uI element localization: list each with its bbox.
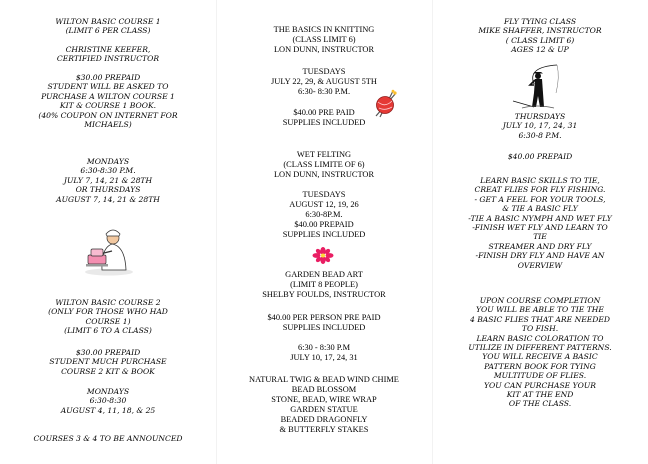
text-line: GARDEN BEAD ART [285, 270, 363, 279]
text-line: MONDAYS [86, 387, 130, 396]
text-line: $40.00 PRE PAID [293, 108, 355, 117]
text-line: JULY 7, 14, 21 & 28TH [63, 175, 153, 185]
text-line: CREAT FLIES FOR FLY FISHING. [474, 185, 606, 195]
text-line: TO FISH. [521, 324, 559, 334]
text-line: $40.00 PER PERSON PRE PAID [267, 313, 381, 322]
text-line: YOU WILL BE ABLE TO TIE THE [476, 305, 604, 315]
text-line: UPON COURSE COMPLETION [479, 296, 601, 305]
wilton-course-2-schedule [0, 387, 216, 415]
text-line: WILTON BASIC COURSE 1 [55, 17, 161, 26]
column-craft-classes [216, 0, 432, 464]
text-line: (40% COUPON ON INTERNET FOR [38, 110, 178, 120]
text-line: SUPPLIES INCLUDED [282, 118, 366, 128]
text-line: (LIMIT 8 PEOPLE) [290, 280, 358, 290]
text-line: 6:30 - 8:30 P.M [297, 343, 351, 352]
text-line: THURSDAYS [514, 112, 566, 121]
text-line: OVERVIEW [517, 260, 563, 270]
text-line: STONE, BEAD, WIRE WRAP [271, 395, 377, 405]
text-line: OF THE CLASS. [508, 399, 572, 409]
text-line: YOU WILL RECEIVE A BASIC [482, 352, 598, 362]
text-line: TUESDAYS [302, 190, 346, 199]
text-line: JULY 10, 17, 24, 31 [502, 121, 578, 131]
text-line: STUDENT WILL BE ASKED TO [47, 82, 169, 92]
wilton-course-1-schedule [0, 157, 216, 204]
text-line: 6:30-8 P.M. [518, 130, 562, 140]
wilton-course-2-fee [0, 348, 216, 376]
column-wilton-courses [0, 0, 216, 464]
text-line: LEARN BASIC SKILLS TO TIE, [480, 176, 600, 185]
text-line: & BUTTERFLY STAKES [279, 425, 369, 435]
text-line: -FINISH WET FLY AND LEARN TO [472, 223, 608, 233]
text-line: AGES 12 & UP [511, 45, 569, 55]
text-line: (ONLY FOR THOSE WHO HAD [48, 307, 168, 317]
garden-bead-art-fee [216, 313, 432, 333]
text-line: LON DUNN, INSTRUCTOR [273, 170, 375, 180]
text-line: LON DUNN, INSTRUCTOR [273, 45, 375, 55]
text-line: CHRISTINE KEEFER, [65, 45, 151, 54]
text-line: (LIMIT 6 PER CLASS) [65, 26, 151, 36]
text-line: $40.00 PREPAID [294, 220, 354, 230]
text-line: 6:30-8P.M. [305, 210, 343, 220]
fly-tying-fee: $40.00 PREPAID [507, 152, 573, 161]
text-line: AUGUST 12, 19, 26 [289, 200, 359, 210]
text-line: PURCHASE A WILTON COURSE 1 [41, 91, 175, 101]
text-line: $30.00 PREPAID [75, 73, 141, 82]
text-line: 6:30-8:30 [89, 396, 127, 406]
text-line: $30.00 PREPAID [75, 348, 141, 357]
text-line: COURSE 2 KIT & BOOK [61, 366, 155, 376]
fly-tying-title [432, 17, 648, 55]
fly-tying-outcome [432, 296, 648, 409]
wilton-course-1-fee [0, 73, 216, 129]
text-line: MONDAYS [86, 157, 130, 166]
flower-icon [312, 247, 334, 264]
text-line: 4 BASIC FLIES THAT ARE NEEDED [469, 314, 611, 324]
text-line: (CLASS LIMIT 6) [292, 35, 356, 45]
wet-felting-title [216, 150, 432, 180]
text-line: THE BASICS IN KNITTING [273, 25, 375, 34]
fly-fisherman-silhouette [512, 63, 562, 111]
text-line: -FINISH DRY FLY AND HAVE AN [475, 251, 605, 261]
text-line: NATURAL TWIG & BEAD WIND CHIME [249, 375, 399, 384]
knitting-title [216, 25, 432, 55]
text-line: AUGUST 4, 11, 18, & 25 [60, 405, 156, 415]
wilton-course-1-instructor [0, 45, 216, 64]
text-line: & TIE A BASIC FLY [502, 204, 578, 214]
text-line: OR THURSDAYS [75, 185, 141, 195]
text-line: SUPPLIES INCLUDED [282, 323, 366, 333]
text-line: WILTON BASIC COURSE 2 [55, 298, 161, 307]
garden-bead-art-title [216, 270, 432, 300]
yarn-ball-icon [370, 89, 400, 119]
text-line: TIE [533, 232, 547, 242]
column-fly-tying [432, 0, 648, 464]
text-line: - GET A FEEL FOR YOUR TOOLS, [474, 194, 606, 204]
text-line: CERTIFIED INSTRUCTOR [56, 54, 160, 64]
courses-footer-note: COURSES 3 & 4 TO BE ANNOUNCED [33, 434, 183, 443]
text-line: ( CLASS LIMIT 6) [505, 35, 575, 45]
text-line: BEAD BLOSSOM [291, 385, 357, 395]
cake-decorator-illustration [82, 226, 136, 276]
text-line: COURSE 1) [85, 316, 131, 326]
text-line: STUDENT MUCH PURCHASE [49, 357, 167, 367]
text-line: STREAMER AND DRY FLY [488, 241, 592, 251]
text-line: BEADED DRAGONFLY [280, 415, 368, 425]
garden-bead-art-projects [216, 375, 432, 436]
wilton-course-2-title [0, 298, 216, 336]
fly-tying-schedule [432, 112, 648, 140]
wilton-course-1-title [0, 17, 216, 36]
text-line: AUGUST 7, 14, 21 & 28TH [56, 194, 160, 204]
text-line: FLY TYING CLASS [503, 17, 577, 26]
text-line: JULY 10, 17, 24, 31 [290, 353, 358, 363]
text-line: (LIMIT 6 TO A CLASS) [64, 326, 152, 336]
text-line: GARDEN STATUE [290, 405, 358, 415]
text-line: JULY 22, 29, & AUGUST 5TH [271, 77, 377, 87]
text-line: MICHAELS) [84, 120, 132, 130]
text-line: UTILIZE IN DIFFERENT PATTERNS. [468, 343, 612, 353]
text-line: MULTITUDE OF FLIES. [493, 371, 587, 381]
text-line: 6:30-8:30 P.M. [80, 166, 136, 176]
text-line: MIKE SHAFFER, INSTRUCTOR [478, 26, 602, 36]
text-line: 6:30- 8:30 P.M. [297, 87, 351, 97]
text-line: TUESDAYS [302, 67, 346, 76]
text-line: SHELBY FOULDS, INSTRUCTOR [262, 290, 386, 300]
text-line: YOU CAN PURCHASE YOUR [484, 380, 596, 390]
wet-felting-details [216, 190, 432, 240]
text-line: LEARN BASIC COLORATION TO [476, 333, 604, 343]
fly-tying-description [432, 176, 648, 270]
text-line: KIT & COURSE 1 BOOK. [59, 101, 157, 111]
text-line: WET FELTING [296, 150, 352, 159]
text-line: -TIE A BASIC NYMPH AND WET FLY [468, 213, 612, 223]
text-line: (CLASS LIMITE OF 6) [283, 160, 365, 170]
text-line: SUPPLIES INCLUDED [282, 230, 366, 240]
garden-bead-art-schedule [216, 343, 432, 363]
text-line: PATTERN BOOK FOR TYING [484, 361, 596, 371]
text-line: KIT AT THE END [506, 390, 574, 400]
